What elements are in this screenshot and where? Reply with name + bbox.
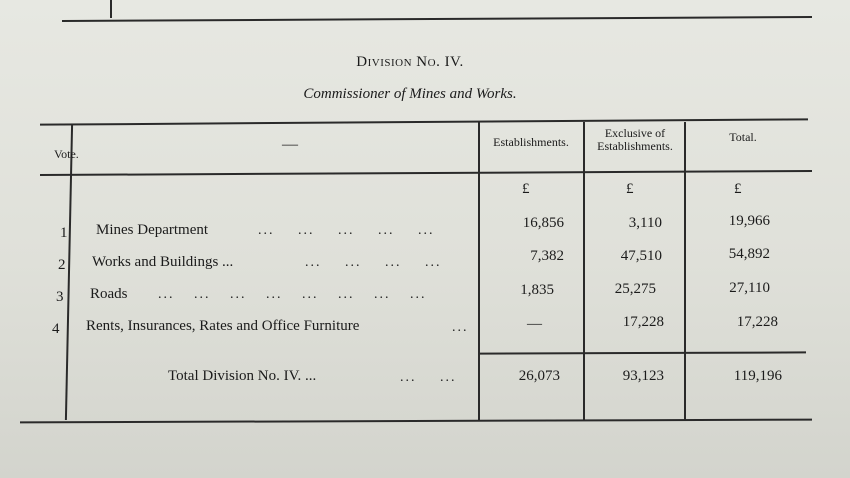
row-4-total: 17,228 — [736, 314, 778, 330]
top-rule — [62, 16, 812, 22]
total-top-rule — [480, 351, 806, 354]
division-subtitle: Commissioner of Mines and Works. — [303, 86, 517, 102]
total-label: Total Division No. IV. ... — [168, 368, 317, 384]
row-2-vote: 2 — [58, 257, 66, 273]
row-1-label: Mines Department — [96, 222, 209, 238]
row-2-leader: ... ... ... ... — [305, 255, 442, 270]
row-2-label: Works and Buildings ... — [92, 254, 234, 270]
row-3-leader: ... ... ... ... ... ... ... ... — [158, 287, 427, 302]
row-2-establishments: 7,382 — [530, 248, 564, 264]
currency-symbol-total: £ — [734, 181, 742, 197]
row-1-vote: 1 — [60, 225, 68, 241]
total-leader: ... ... — [400, 370, 457, 385]
vote-column-line — [65, 124, 73, 420]
currency-symbol-exclusive: £ — [626, 181, 634, 197]
total-column-line — [684, 122, 686, 420]
row-4-exclusive: 17,228 — [622, 314, 664, 330]
column-header-total: Total. — [729, 130, 757, 144]
row-1-exclusive: 3,110 — [628, 215, 662, 231]
row-1-leader: ... ... ... ... ... — [258, 223, 435, 238]
table-bottom-rule — [20, 419, 812, 424]
division-title: Division No. IV. — [356, 54, 464, 70]
row-2-exclusive: 47,510 — [620, 248, 662, 264]
column-header-exclusive: Exclusive of Establishments. — [597, 126, 673, 153]
row-2-total: 54,892 — [728, 246, 770, 262]
total-establishments: 26,073 — [518, 368, 560, 384]
total-total: 119,196 — [733, 368, 782, 384]
column-header-vote: Vote. — [54, 147, 79, 161]
row-3-vote: 3 — [56, 289, 64, 305]
row-4-establishments: — — [527, 316, 542, 332]
row-4-label: Rents, Insurances, Rates and Office Furniture — [86, 318, 360, 334]
row-4-vote: 4 — [52, 321, 60, 337]
header-bottom-rule — [40, 170, 812, 176]
column-header-description: — — [282, 136, 298, 153]
column-header-establishments: Establishments. — [493, 135, 569, 149]
total-exclusive: 93,123 — [622, 368, 664, 384]
row-3-establishments: 1,835 — [520, 282, 554, 298]
row-4-leader: ... — [452, 320, 469, 335]
currency-symbol-establishments: £ — [522, 181, 530, 197]
table-top-rule — [40, 118, 808, 125]
row-3-exclusive: 25,275 — [614, 281, 656, 297]
top-vline — [110, 0, 112, 18]
row-3-label: Roads — [90, 286, 128, 302]
row-1-establishments: 16,856 — [522, 215, 564, 231]
row-3-total: 27,110 — [729, 280, 770, 296]
row-1-total: 19,966 — [728, 213, 770, 229]
